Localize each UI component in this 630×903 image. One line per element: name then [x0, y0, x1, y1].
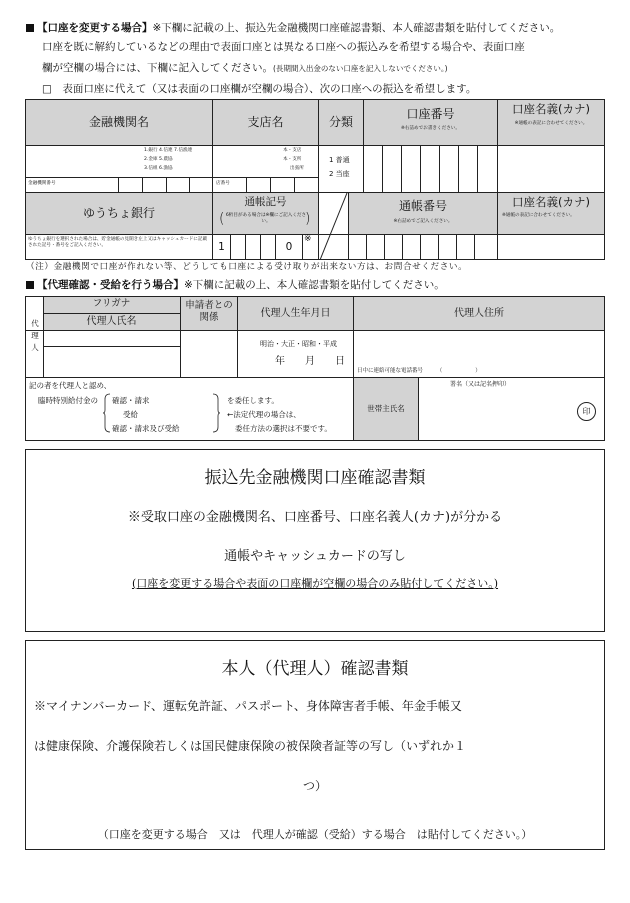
agent-name-header: 代理人氏名: [86, 316, 137, 327]
dairinin-label: 代理人: [31, 319, 39, 352]
furigana-header: フリガナ: [92, 298, 131, 309]
box2-line4: （口座を変更する場合 又は 代理人が確認（受給）する場合 は貼付してください。）: [97, 828, 533, 841]
sec2-heading-rest: ※下欄に記載の上、本人確認書類を貼付してください。: [184, 279, 445, 291]
square-bullet-icon: [26, 281, 34, 289]
account-type-header: 分類: [328, 115, 353, 130]
branch-name-header: 支店名: [247, 115, 284, 130]
bank-name-header: 金融機関名: [88, 115, 149, 130]
yucho-note: ゆうちょ銀行を選択された場合は、貯金通帳の見開き左上又はキャッシュカードに記載された記号・番号をご記入ください。: [28, 237, 208, 248]
account-name-note: ※通帳の表記に合わせてください。: [514, 121, 588, 126]
box1-line2: 通帳やキャッシュカードの写し: [224, 549, 406, 564]
branch-type-3: 出張所: [290, 166, 304, 171]
box1-line3: (口座を変更する場合や表面の口座欄が空欄の場合のみ貼付してください。): [131, 577, 499, 590]
kigo-header: 通帳記号: [244, 196, 287, 208]
delegate-post: を委任します。: [227, 396, 279, 405]
bank-code-label: 金融機関番号: [28, 181, 56, 186]
square-bullet-icon: [26, 24, 34, 32]
head-of-household-label: 世帯主氏名: [367, 404, 405, 414]
kigo-digit-last: 0: [285, 240, 293, 253]
box2-title: 本人（代理人）確認書類: [221, 659, 409, 679]
account-name2-header: 口座名義(カナ): [512, 195, 590, 209]
account-name2-note: ※通帳の表記に合わせてください。: [502, 213, 575, 218]
kigo-digit-first: 1: [218, 240, 225, 253]
branch-type-2: 本・支所: [283, 157, 302, 162]
branch-type-1: 本・支店: [283, 148, 302, 153]
box2-line1: ※マイナンバーカード、運転免許証、パスポート、身体障害者手帳、年金手帳又: [34, 699, 462, 713]
legal-note-2: 委任方法の選択は不要です。: [235, 424, 332, 433]
account-number-note: ※右詰めでお書きください。: [401, 126, 460, 131]
sec2-heading-line: [26, 278, 445, 292]
left-brace-icon: [103, 393, 111, 433]
box1-title: 振込先金融機関口座確認書類: [204, 468, 426, 488]
kigo-mark: ※: [304, 234, 312, 244]
delegate-option-1[interactable]: 確認・請求: [112, 396, 150, 405]
box2-line2: は健康保険、介護保険若しくは国民健康保険の被保険者証等の写し（いずれか１: [34, 739, 467, 753]
legal-note-1: ←法定代理の場合は、: [227, 410, 301, 419]
sec1-line3-wrap: [42, 61, 448, 75]
yucho-bank-label: ゆうちょ銀行: [82, 206, 155, 221]
right-brace-icon: [212, 393, 220, 433]
sec1-line3-note: (長期間入出金のない口座を記入しないでください。): [273, 64, 448, 73]
relation-header: 申請者との関係: [185, 300, 233, 324]
sec1-note: （注）金融機関で口座が作れない等、どうしても口座による受け取りが出来ない方は、お問合せください。: [26, 262, 468, 272]
seal-icon: 印: [577, 402, 596, 421]
birth-ymd: 年 月 日: [275, 356, 345, 367]
sec1-checkbox-line[interactable]: □ 表面口座に代えて（又は表面の口座欄が空欄の場合）、次の口座への振込を希望します。: [42, 83, 477, 95]
type-option-1[interactable]: 1 普通: [329, 156, 350, 164]
sec1-line2: 口座を既に解約しているなどの理由で表面口座とは異なる口座への振込みを希望する場合や、表面口座: [42, 41, 525, 53]
sec1-heading-line: [26, 21, 560, 35]
bango-note: ※右詰めでご記入ください。: [393, 219, 453, 224]
delegate-pre: 臨時特別給付金の: [38, 396, 98, 405]
address-header: 代理人住所: [454, 307, 504, 319]
box1-line1: ※受取口座の金融機関名、口座番号、口座名義人(カナ)が分かる: [127, 510, 503, 525]
birth-header: 代理人生年月日: [260, 307, 331, 319]
phone-label: 日中に連絡可能な電話番号 （ ）: [357, 368, 481, 374]
bank-type-2: 2.金庫 5.農協: [144, 157, 173, 162]
sec1-line3: 欄が空欄の場合には、下欄に記入してください。: [42, 62, 273, 74]
account-name-header: 口座名義(カナ): [512, 102, 590, 116]
delegate-option-3[interactable]: 確認・請求及び受給: [112, 424, 180, 433]
type-option-2[interactable]: 2 当座: [329, 170, 350, 178]
sec1-heading: 【口座を変更する場合】: [37, 22, 153, 34]
branch-code-label: 店番号: [216, 181, 230, 186]
era-options[interactable]: 明治・大正・昭和・平成: [260, 340, 337, 348]
bank-type-1: 1.銀行 4.信連 7.信漁連: [144, 148, 193, 153]
sec1-heading-rest: ※下欄に記載の上、振込先金融機関口座確認書類、本人確認書類を貼付してください。: [152, 22, 561, 34]
slash-divider: [319, 193, 348, 260]
delegate-option-2[interactable]: 受給: [123, 410, 138, 419]
kigo-note: 6桁目がある場合は※欄にご記入ください。: [225, 213, 307, 224]
signature-label: 署名（又は記名押印）: [450, 381, 511, 388]
sec2-heading: 【代理確認・受給を行う場合】: [37, 279, 184, 291]
bango-header: 通帳番号: [398, 199, 447, 213]
account-number-header: 口座番号: [406, 107, 455, 121]
bank-type-3: 3.信組 6.漁協: [144, 166, 173, 171]
delegate-intro: 記の者を代理人と認め、: [29, 381, 112, 390]
box2-line3: つ）: [302, 779, 327, 793]
